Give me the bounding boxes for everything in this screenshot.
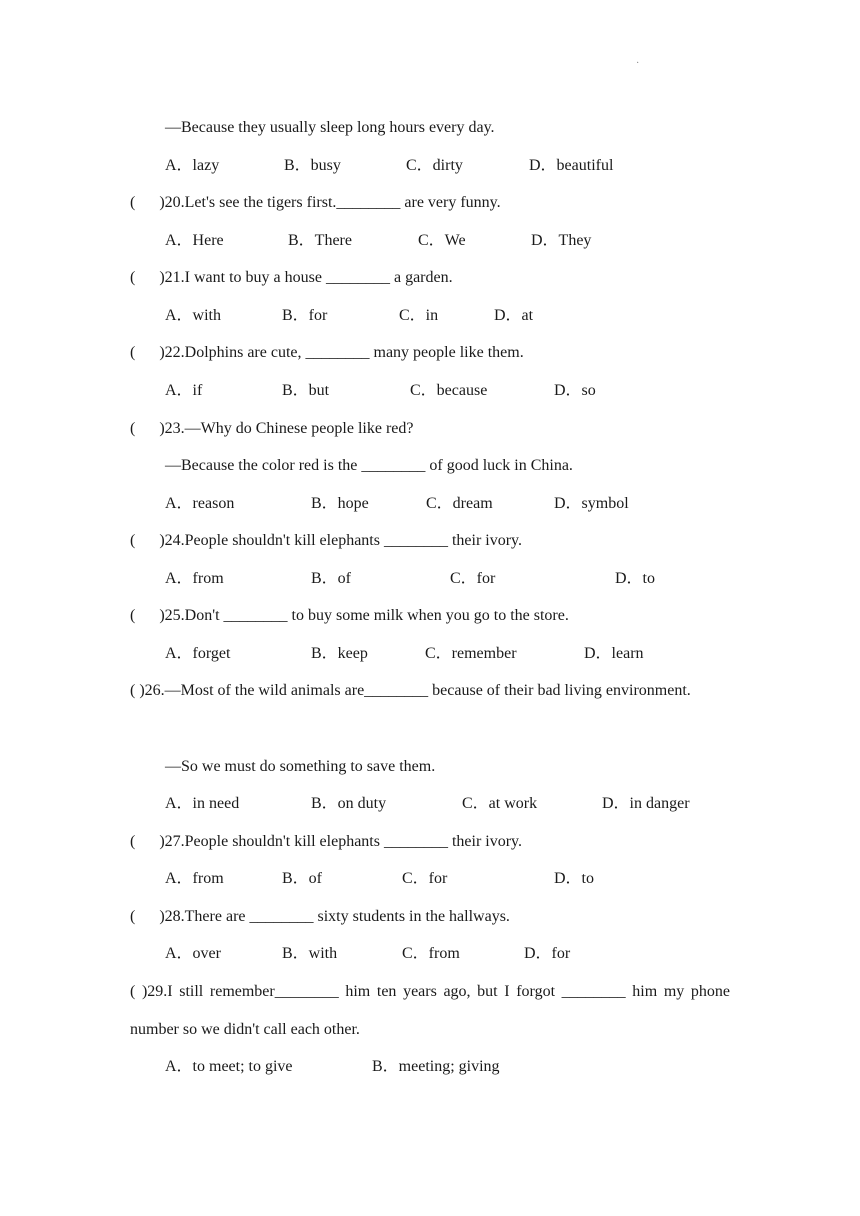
q23-answer-line: —Because the color red is the ________ of good luck in China. — [165, 457, 573, 474]
q26-option-d: D．in danger — [602, 795, 690, 812]
q21-option-a: A．with — [165, 307, 222, 324]
question-29: ( )29.I still remember________ him ten years ago, but I forgot ________ him my phone number so we didn't call each other. — [130, 983, 730, 1038]
q21-option-c: C．in — [399, 307, 439, 324]
question-25: ( )25.Don't ________ to buy some milk when you go to the store. — [130, 607, 569, 624]
q22-options — [165, 381, 765, 401]
q19-option-c: C．dirty — [406, 157, 463, 174]
q27-options — [165, 869, 765, 889]
q25-option-c: C．remember — [425, 645, 517, 662]
q24-option-d: D．to — [615, 570, 656, 587]
q20-options — [165, 231, 765, 251]
q26-answer-line: —So we must do something to save them. — [165, 758, 436, 775]
q25-option-b: B．keep — [311, 645, 368, 662]
question-28: ( )28.There are ________ sixty students in the hallways. — [130, 908, 510, 925]
q29-options — [165, 1057, 765, 1077]
q23-option-b: B．hope — [311, 495, 369, 512]
q22-option-a: A．if — [165, 382, 203, 399]
q27-option-a: A．from — [165, 870, 224, 887]
q19-option-d: D．beautiful — [529, 157, 614, 174]
q24-option-a: A．from — [165, 570, 224, 587]
q19-answer-line: —Because they usually sleep long hours every day. — [165, 119, 495, 136]
q20-option-b: B．There — [288, 232, 352, 249]
q25-option-d: D．learn — [584, 645, 644, 662]
question-26: ( )26.—Most of the wild animals are________ because of their bad living environment. — [130, 682, 691, 699]
q22-option-d: D．so — [554, 382, 596, 399]
q21-option-d: D．at — [494, 307, 534, 324]
q24-options — [165, 569, 765, 589]
q27-option-c: C．for — [402, 870, 448, 887]
q22-option-c: C．because — [410, 382, 488, 399]
q21-options — [165, 306, 765, 326]
question-27: ( )27.People shouldn't kill elephants ________ their ivory. — [130, 833, 523, 850]
q20-option-a: A．Here — [165, 232, 224, 249]
q23-options — [165, 494, 765, 514]
q26-options — [165, 794, 765, 814]
q27-option-b: B．of — [282, 870, 323, 887]
q19-options — [165, 156, 765, 176]
q28-option-d: D．for — [524, 945, 571, 962]
question-21: ( )21.I want to buy a house ________ a garden. — [130, 269, 453, 286]
q29-option-b: B．meeting; giving — [372, 1058, 500, 1075]
q20-option-d: D．They — [531, 232, 592, 249]
q26-option-c: C．at work — [462, 795, 538, 812]
q24-option-b: B．of — [311, 570, 352, 587]
q23-option-d: D．symbol — [554, 495, 629, 512]
q25-option-a: A．forget — [165, 645, 231, 662]
q26-option-a: A．in need — [165, 795, 240, 812]
question-20: ( )20.Let's see the tigers first.________ are very funny. — [130, 194, 501, 211]
q25-options — [165, 644, 765, 664]
q28-option-c: C．from — [402, 945, 460, 962]
header-mark: · — [636, 58, 640, 69]
q28-option-b: B．with — [282, 945, 338, 962]
q23-option-c: C．dream — [426, 495, 493, 512]
q28-option-a: A．over — [165, 945, 221, 962]
q21-option-b: B．for — [282, 307, 328, 324]
q28-options — [165, 944, 765, 964]
q27-option-d: D．to — [554, 870, 595, 887]
q26-option-b: B．on duty — [311, 795, 387, 812]
question-24: ( )24.People shouldn't kill elephants ________ their ivory. — [130, 532, 523, 549]
q19-option-b: B．busy — [284, 157, 341, 174]
q24-option-c: C．for — [450, 570, 496, 587]
q23-option-a: A．reason — [165, 495, 235, 512]
question-23: ( )23.—Why do Chinese people like red? — [130, 420, 414, 437]
question-22: ( )22.Dolphins are cute, ________ many people like them. — [130, 344, 524, 361]
q22-option-b: B．but — [282, 382, 330, 399]
q29-option-a: A．to meet; to give — [165, 1058, 293, 1075]
q20-option-c: C．We — [418, 232, 466, 249]
q19-option-a: A．lazy — [165, 157, 220, 174]
